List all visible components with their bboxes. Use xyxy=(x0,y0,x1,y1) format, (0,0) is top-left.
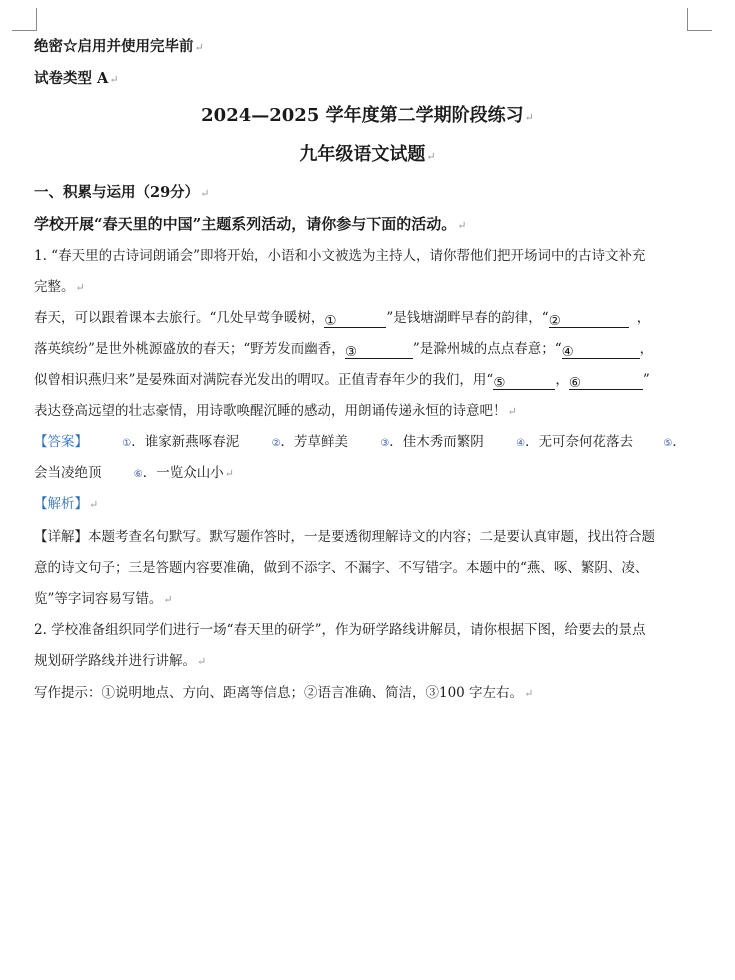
answer-item: ①．谁家新燕啄春泥 xyxy=(122,434,240,450)
paragraph-mark-icon: ↵ xyxy=(224,467,234,480)
q1-passage-line2: 落英缤纷”是世外桃源盛放的春天；“野芳发而幽香，③ ”是滁州城的点点春意；“④ ， xyxy=(34,341,654,360)
secret-label: 绝密☆启用并使用完毕前↵ xyxy=(34,38,204,55)
answer-line2 xyxy=(34,464,234,484)
crop-mark-top-right xyxy=(687,8,712,31)
detail-line1: 【详解】本题考查名句默写。默写题作答时，一是要透彻理解诗文的内容；二是要认真审题，找出符合题 xyxy=(34,529,655,545)
blank-4[interactable]: ④ xyxy=(562,343,640,359)
detail-line3: 览”等字词容易写错。↵ xyxy=(34,591,173,607)
q1-passage-line4: 表达登高远望的壮志豪情，用诗歌唤醒沉睡的感动，用朗诵传递永恒的诗意吧！↵ xyxy=(34,403,517,419)
paragraph-mark-icon: ↵ xyxy=(426,150,436,163)
q1-passage-line3: 似曾相识燕归来”是晏殊面对满院春光发出的喟叹。正值青春年少的我们，用“⑤ ，⑥ ” xyxy=(34,372,650,391)
q1-stem-line1: 1. “春天里的古诗词朗诵会”即将开始，小语和小文被选为主持人，请你帮他们把开场词中的古诗文补充 xyxy=(34,248,646,264)
paragraph-mark-icon: ↵ xyxy=(197,655,207,668)
blank-1[interactable]: ① xyxy=(324,312,386,328)
q1-stem-line2: 完整。↵ xyxy=(34,279,85,295)
answer-label: 【答案】 xyxy=(34,434,88,450)
q2-stem-line2: 规划研学路线并进行讲解。↵ xyxy=(34,653,207,669)
paragraph-mark-icon: ↵ xyxy=(194,41,204,54)
paper-type-label: 试卷类型 A↵ xyxy=(34,70,119,87)
answer-item-text: 会当凌绝顶 xyxy=(34,465,102,481)
q2-writing-tip: 写作提示：①说明地点、方向、距离等信息；②语言准确、简洁，③100 字左右。↵ xyxy=(34,685,534,701)
answer-line1 xyxy=(34,433,686,453)
blank-6[interactable]: ⑥ xyxy=(569,374,643,390)
paragraph-mark-icon: ↵ xyxy=(75,281,85,294)
detail-line2: 意的诗文句子；三是答题内容要准确，做到不添字、不漏字、不写错字。本题中的“燕、啄、繁阴、凌、 xyxy=(34,560,649,576)
answer-item: ③．佳木秀而繁阴 xyxy=(380,434,484,450)
q1-passage-line1: 春天，可以跟着课本去旅行。“几处早莺争暖树，① ”是钱塘湖畔早春的韵律，“② ， xyxy=(34,310,651,329)
blank-3[interactable]: ③ xyxy=(345,343,413,359)
exam-subtitle: 九年级语文试题↵ xyxy=(299,144,436,165)
answer-item-number: ⑤． xyxy=(663,434,686,450)
paragraph-mark-icon: ↵ xyxy=(457,219,467,232)
analysis-label: 【解析】↵ xyxy=(34,496,99,512)
paragraph-mark-icon: ↵ xyxy=(507,405,517,418)
paragraph-mark-icon: ↵ xyxy=(524,687,534,700)
paragraph-mark-icon: ↵ xyxy=(163,593,173,606)
paragraph-mark-icon: ↵ xyxy=(524,111,534,124)
paragraph-mark-icon: ↵ xyxy=(89,498,99,511)
exam-title: 2024—2025 学年度第二学期阶段练习↵ xyxy=(201,105,534,126)
section-intro: 学校开展“春天里的中国”主题系列活动，请你参与下面的活动。↵ xyxy=(34,215,467,233)
paragraph-mark-icon: ↵ xyxy=(109,73,119,86)
crop-mark-top-left xyxy=(12,8,37,31)
section-heading: 一、积累与运用（29分）↵ xyxy=(34,184,210,201)
answer-item: ④．无可奈何花落去 xyxy=(516,434,634,450)
blank-2[interactable]: ② xyxy=(549,312,629,328)
answer-item: ②．芳草鲜美 xyxy=(271,434,349,450)
answer-item: ⑥．一览众山小 xyxy=(133,465,224,481)
blank-5[interactable]: ⑤ xyxy=(493,374,555,390)
paragraph-mark-icon: ↵ xyxy=(200,187,210,200)
q2-stem-line1: 2. 学校准备组织同学们进行一场“春天里的研学”，作为研学路线讲解员，请你根据下图，给要去的景点 xyxy=(34,622,646,638)
